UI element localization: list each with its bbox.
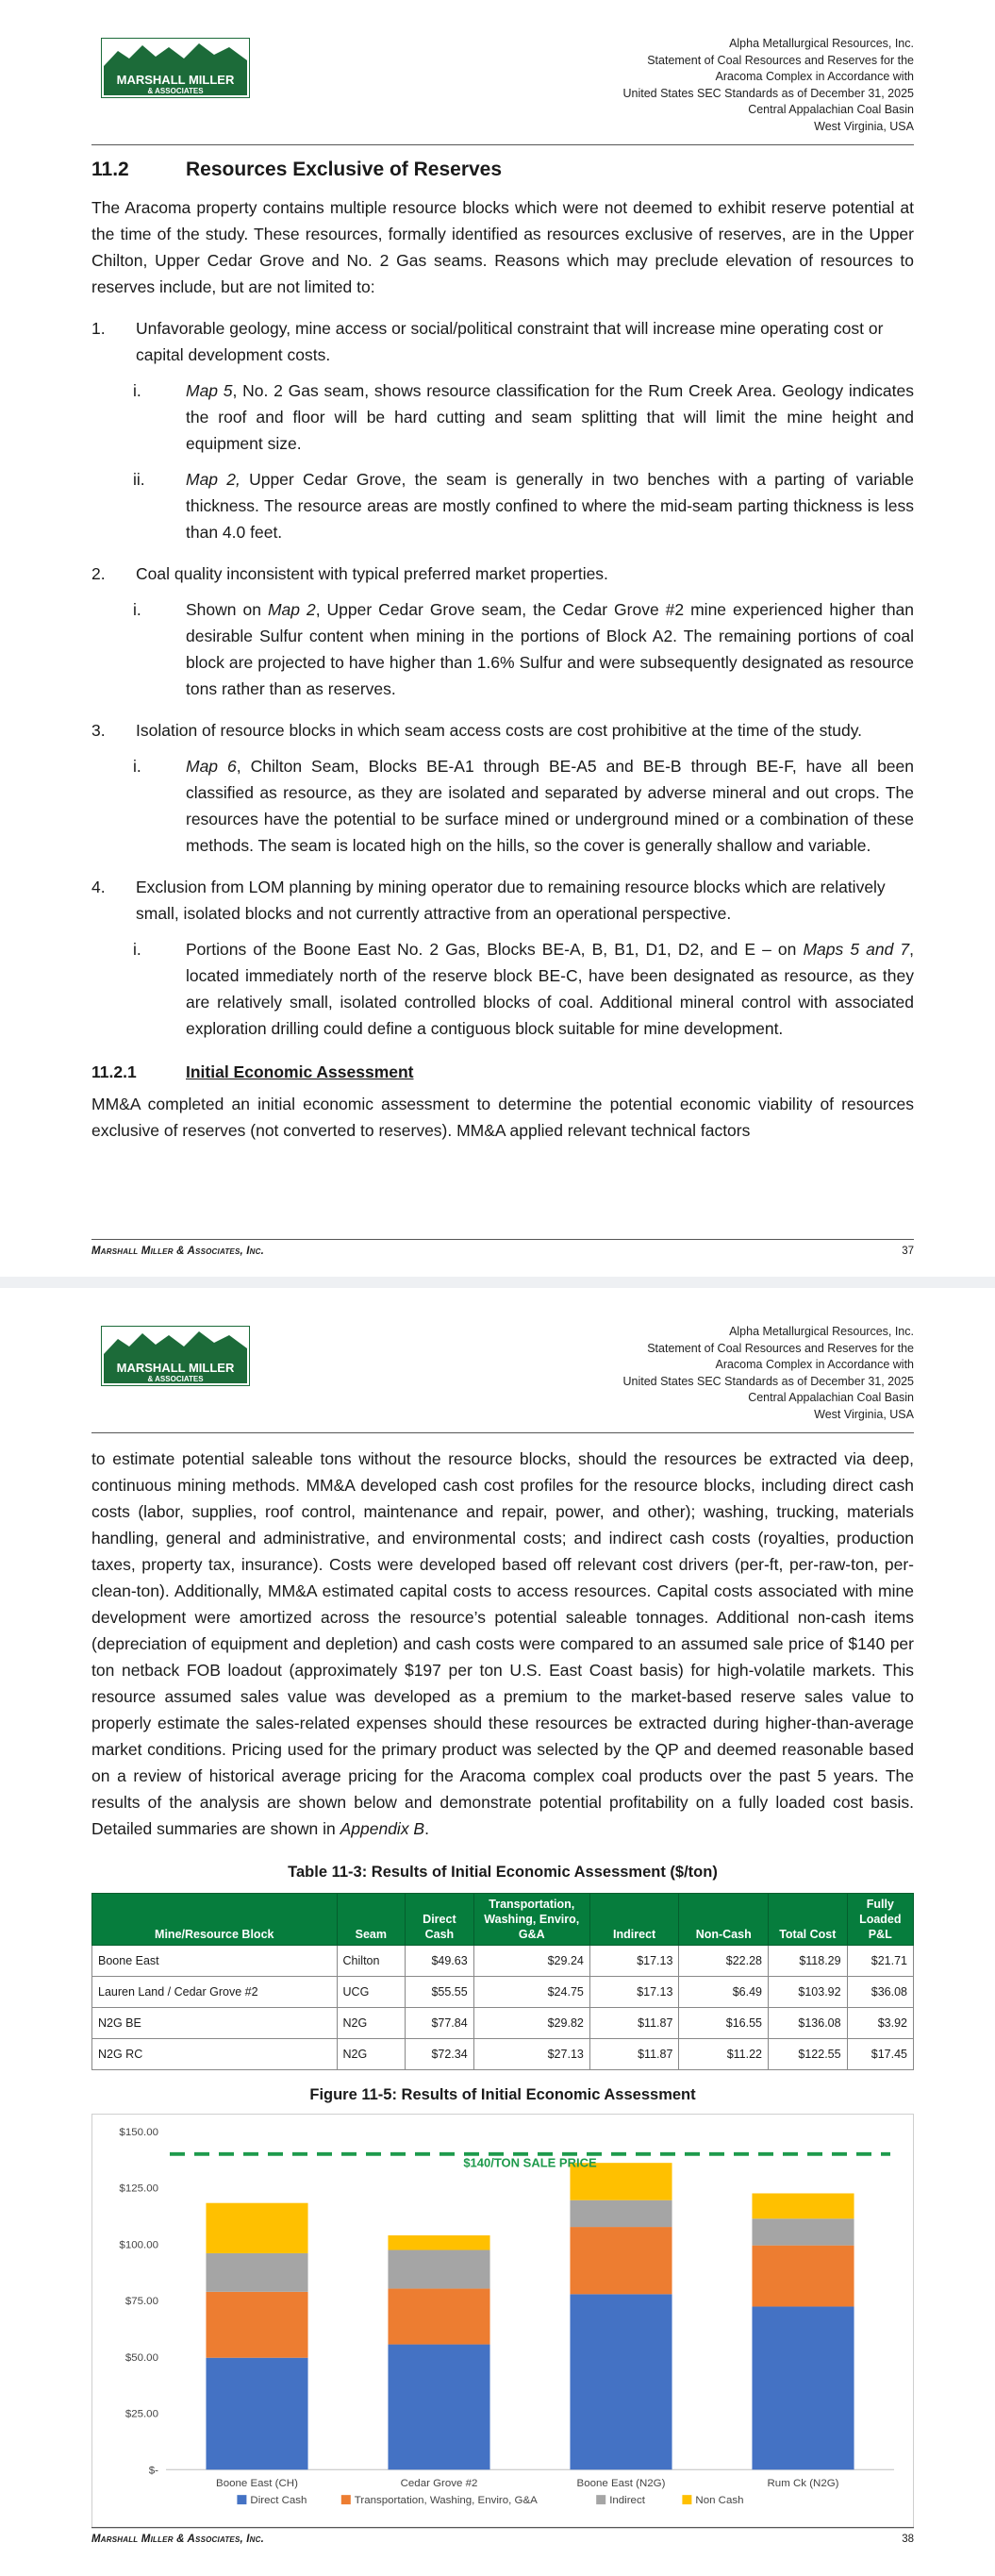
- subsection-title: Initial Economic Assessment: [186, 1062, 414, 1081]
- bar-segment-indirect: [752, 2218, 854, 2245]
- logo-text-bottom: & ASSOCIATES: [147, 1375, 204, 1383]
- sub-list-item: [91, 377, 914, 457]
- logo-text-top: MARSHALL MILLER: [116, 1361, 235, 1375]
- page-header: [518, 36, 914, 135]
- sub-list-text: , located immediately north of the reserve block BE-C, have been designated as resource, as they are relatively small, isolated controlled blocks of coal. Additional mineral control with associated exploration drilling could define a contiguous block suitable for mine development.: [186, 940, 915, 1038]
- sub-list-number: i.: [133, 600, 141, 619]
- bar-segment-direct-cash: [206, 2358, 307, 2470]
- subsection-number: 11.2.1: [91, 1062, 137, 1081]
- table-cell: N2G BE: [92, 2008, 338, 2039]
- table-cell: Lauren Land / Cedar Grove #2: [92, 1977, 338, 2008]
- page-number: 38: [902, 2534, 914, 2545]
- sub-list-text: , Chilton Seam, Blocks BE-A1 through BE-A5 and BE-B through BE-F, have all been classified as resource, as they are isolated and separated by adverse mineral and out crops. The resources have the potential to be surface mined or underground mined or a combination of these methods. The seam is located high on the hills, so the cover is generally shallow and variable.: [186, 757, 914, 855]
- legend-swatch: [341, 2495, 351, 2504]
- company-logo: [101, 1326, 250, 1386]
- header-rule: [91, 1432, 914, 1433]
- section-intro: The Aracoma property contains multiple resource blocks which were not deemed to exhibit reserve potential at the time of the study. These resources, formally identified as resources exclusive of reserves, are in the Upper Chilton, Upper Cedar Grove and No. 2 Gas seams. Reasons which may preclude elevation of resources to reserves include, but are not limited to:: [91, 198, 914, 296]
- footer-rule: [91, 1239, 914, 1240]
- table-cell: $103.92: [769, 1977, 848, 2008]
- subsection-paragraph: [91, 1446, 914, 1842]
- sub-list-text: , No. 2 Gas seam, shows resource classification for the Rum Creek Area. Geology indicates the roof and floor will be hard cutting and seam splitting that will limit the mine height and equipment size.: [186, 381, 914, 453]
- legend-swatch: [596, 2495, 605, 2504]
- table-cell: $118.29: [769, 1946, 848, 1977]
- sub-list-item: [91, 596, 914, 702]
- list-number: 1.: [91, 319, 106, 338]
- x-tick-label: Boone East (N2G): [576, 2478, 666, 2490]
- table-cell: $22.28: [679, 1946, 769, 1977]
- x-tick-label: Boone East (CH): [216, 2478, 298, 2490]
- legend-label: Indirect: [609, 2495, 645, 2507]
- page-38-body: [91, 1446, 914, 2529]
- y-tick-label: $25.00: [124, 2408, 158, 2420]
- appendix-reference: Appendix B: [340, 1819, 425, 1838]
- stacked-bar-chart: [92, 2115, 913, 2528]
- bar-segment-non-cash: [752, 2193, 854, 2218]
- column-header: Total Cost: [769, 1894, 848, 1946]
- bar-segment-direct-cash: [752, 2306, 854, 2469]
- bar-segment-transportation-washing-enviro-g-a: [388, 2288, 489, 2344]
- paragraph-end: .: [424, 1819, 429, 1838]
- table-cell: $16.55: [679, 2008, 769, 2039]
- table-caption: Table 11-3: Results of Initial Economic Assessment ($/ton): [288, 1864, 718, 1881]
- table-cell: Boone East: [92, 1946, 338, 1977]
- table-header-row: [92, 1894, 914, 1946]
- page-38: [0, 1288, 995, 2576]
- sub-list-item: [91, 936, 914, 1042]
- table-cell: $11.87: [589, 2008, 679, 2039]
- map-reference: Maps 5 and 7: [803, 940, 910, 959]
- table-cell: $29.24: [473, 1946, 589, 1977]
- column-header: Non-Cash: [679, 1894, 769, 1946]
- sub-list-number: i.: [133, 757, 141, 776]
- x-tick-label: Rum Ck (N2G): [767, 2478, 839, 2490]
- list-text: Isolation of resource blocks in which seam access costs are cost prohibitive at the time of the study.: [136, 721, 863, 740]
- footer-rule: [91, 2527, 914, 2528]
- sale-price-label: $140/TON SALE PRICE: [463, 2155, 597, 2170]
- table-cell: N2G RC: [92, 2039, 338, 2070]
- chart-frame: [91, 2114, 914, 2529]
- table-row: [92, 1946, 914, 1977]
- subsection-heading: [91, 1059, 914, 1085]
- sub-list-text: Upper Cedar Grove, the seam is generally in two benches with a parting of variable thickness. The resource areas are mostly confined to where the mid-seam parting thickness is less than 4.0 feet.: [186, 470, 914, 542]
- list-text: Exclusion from LOM planning by mining operator due to remaining resource blocks which are relatively small, isolated blocks and not currently attractive from an operational perspective.: [136, 878, 886, 923]
- legend-label: Non Cash: [695, 2495, 744, 2507]
- bar-segment-transportation-washing-enviro-g-a: [752, 2246, 854, 2307]
- list-item: [91, 315, 914, 368]
- header-line: West Virginia, USA: [814, 119, 914, 133]
- header-line: Central Appalachian Coal Basin: [748, 103, 914, 116]
- header-line: Statement of Coal Resources and Reserves for the: [647, 53, 914, 67]
- logo-text-top: MARSHALL MILLER: [116, 73, 235, 87]
- y-tick-label: $100.00: [119, 2239, 158, 2251]
- map-reference: Map 5: [186, 381, 233, 400]
- table-cell: $27.13: [473, 2039, 589, 2070]
- table-cell: Chilton: [337, 1946, 406, 1977]
- table-cell: $11.22: [679, 2039, 769, 2070]
- subsection-paragraph: MM&A completed an initial economic assessment to determine the potential economic viability of resources exclusive of reserves (not converted to reserves). MM&A applied relevant technical factors: [91, 1095, 914, 1140]
- x-tick-label: Cedar Grove #2: [400, 2478, 478, 2490]
- header-line: Statement of Coal Resources and Reserves for the: [647, 1341, 914, 1355]
- bar-segment-indirect: [206, 2253, 307, 2292]
- page-37-body: [91, 157, 914, 1144]
- table-row: [92, 1977, 914, 2008]
- y-tick-label: $150.00: [119, 2126, 158, 2138]
- legend-label: Transportation, Washing, Enviro, G&A: [354, 2495, 538, 2507]
- figure-caption: Figure 11-5: Results of Initial Economic Assessment: [309, 2086, 696, 2103]
- column-header: Mine/Resource Block: [92, 1894, 338, 1946]
- sub-list-number: i.: [133, 940, 141, 959]
- table-cell: $122.55: [769, 2039, 848, 2070]
- table-cell: $21.71: [847, 1946, 913, 1977]
- list-text: Coal quality inconsistent with typical preferred market properties.: [136, 564, 608, 583]
- table-cell: UCG: [337, 1977, 406, 2008]
- map-reference: Map 2,: [186, 470, 240, 489]
- table-cell: $29.82: [473, 2008, 589, 2039]
- bar-segment-transportation-washing-enviro-g-a: [570, 2227, 672, 2294]
- table-cell: $77.84: [406, 2008, 474, 2039]
- bar-segment-non-cash: [206, 2203, 307, 2253]
- sub-list-number: ii.: [133, 470, 145, 489]
- header-line: Alpha Metallurgical Resources, Inc.: [729, 37, 914, 50]
- header-line: United States SEC Standards as of December 31, 2025: [622, 1374, 914, 1388]
- header-line: Aracoma Complex in Accordance with: [715, 70, 914, 83]
- table-cell: $136.08: [769, 2008, 848, 2039]
- sub-list-text: , Upper Cedar Grove seam, the Cedar Grove #2 mine experienced higher than desirable Sulfur content when mining in the portions of Block A2. The remaining portions of coal block are projected to have higher than 1.6% Sulfur and were subsequently designated as resource tons rather than as reserves.: [186, 600, 915, 698]
- table-cell: $3.92: [847, 2008, 913, 2039]
- page-header: [518, 1324, 914, 1423]
- table-cell: $17.13: [589, 1946, 679, 1977]
- table-cell: N2G: [337, 2008, 406, 2039]
- table-cell: $11.87: [589, 2039, 679, 2070]
- sub-list-number: i.: [133, 381, 141, 400]
- page-number: 37: [902, 1246, 914, 1257]
- y-tick-label: $75.00: [124, 2296, 158, 2308]
- header-line: Alpha Metallurgical Resources, Inc.: [729, 1325, 914, 1338]
- table-cell: $17.13: [589, 1977, 679, 2008]
- bar-segment-indirect: [388, 2250, 489, 2289]
- y-tick-label: $50.00: [124, 2351, 158, 2364]
- table-cell: $6.49: [679, 1977, 769, 2008]
- page-footer: [91, 1246, 914, 1257]
- footer-company: Marshall Miller & Associates, Inc.: [91, 2534, 265, 2545]
- bar-segment-direct-cash: [388, 2345, 489, 2470]
- sub-list-item: [91, 753, 914, 859]
- list-number: 4.: [91, 878, 106, 896]
- bar-segment-non-cash: [388, 2235, 489, 2250]
- column-header: Seam: [337, 1894, 406, 1946]
- header-line: Aracoma Complex in Accordance with: [715, 1358, 914, 1371]
- bar-segment-direct-cash: [570, 2294, 672, 2469]
- y-tick-label: $-: [148, 2465, 158, 2477]
- section-heading: [91, 157, 914, 183]
- logo-text-bottom: & ASSOCIATES: [147, 87, 204, 95]
- bar-segment-indirect: [570, 2200, 672, 2227]
- y-tick-label: $125.00: [119, 2183, 158, 2195]
- section-title: Resources Exclusive of Reserves: [186, 159, 503, 180]
- page-footer: [91, 2534, 914, 2545]
- results-table: [91, 1893, 914, 2070]
- legend-swatch: [682, 2495, 691, 2504]
- header-line: United States SEC Standards as of December 31, 2025: [622, 86, 914, 100]
- column-header: Indirect: [589, 1894, 679, 1946]
- column-header: Transportation, Washing, Enviro, G&A: [473, 1894, 589, 1946]
- map-reference: Map 6: [186, 757, 237, 776]
- footer-company: Marshall Miller & Associates, Inc.: [91, 1246, 265, 1257]
- header-line: West Virginia, USA: [814, 1407, 914, 1421]
- table-cell: N2G: [337, 2039, 406, 2070]
- table-cell: $49.63: [406, 1946, 474, 1977]
- list-number: 2.: [91, 564, 106, 583]
- sub-list-item: [91, 466, 914, 545]
- company-logo: [101, 38, 250, 98]
- column-header: Direct Cash: [406, 1894, 474, 1946]
- table-cell: $24.75: [473, 1977, 589, 2008]
- legend-swatch: [237, 2495, 246, 2504]
- table-row: [92, 2039, 914, 2070]
- column-header: Fully Loaded P&L: [847, 1894, 913, 1946]
- legend-label: Direct Cash: [250, 2495, 307, 2507]
- sub-list-prefix: Shown on: [186, 600, 268, 619]
- paragraph-text: to estimate potential saleable tons without the resource blocks, should the resources be extracted via deep, continuous mining methods. MM&A developed cash cost profiles for the resource blocks, including direct cash costs (labor, supplies, roof control, maintenance and repair, power, and other); washing, trucking, materials handling, general and administrative, and environmental costs; and indirect cash costs (royalties, production taxes, property tax, insurance). Costs were developed based off relevant cost drivers (per-ft, per-raw-ton, per-clean-ton). Additionally, MM&A estimated capital costs to access resources. Capital costs associated with mine development were amortized across the resource’s potential saleable tonnages. Additional non-cash items (depreciation of equipment and depletion) and cash costs were compared to an assumed sale price of $140 per ton netback FOB loadout (approximately $197 per ton U.S. East Coast basis) for high-volatile markets. This resource assumed sales value was developed as a premium to the market-based reserve sales value to properly estimate the sales-related expenses should these resources be extracted during higher-than-average market conditions. Pricing used for the primary product was selected by the QP and deemed reasonable based on a review of historical average pricing for the Aracoma complex coal products over the past 5 years. The results of the analysis are shown below and demonstrate potential profitability on a fully loaded cost basis. Detailed summaries are shown in: [91, 1449, 914, 1838]
- section-number: 11.2: [91, 159, 129, 180]
- list-item: [91, 874, 914, 927]
- table-cell: $72.34: [406, 2039, 474, 2070]
- list-number: 3.: [91, 721, 106, 740]
- list-item: [91, 717, 914, 744]
- table-row: [92, 2008, 914, 2039]
- table-cell: $17.45: [847, 2039, 913, 2070]
- list-text: Unfavorable geology, mine access or social/political constraint that will increase mine operating cost or capital development costs.: [136, 319, 884, 364]
- sub-list-prefix: Portions of the Boone East No. 2 Gas, Blocks BE-A, B, B1, D1, D2, and E – on: [186, 940, 804, 959]
- table-cell: $36.08: [847, 1977, 913, 2008]
- header-line: Central Appalachian Coal Basin: [748, 1391, 914, 1404]
- table-cell: $55.55: [406, 1977, 474, 2008]
- map-reference: Map 2: [267, 600, 316, 619]
- header-rule: [91, 144, 914, 145]
- bar-segment-transportation-washing-enviro-g-a: [206, 2292, 307, 2358]
- list-item: [91, 560, 914, 587]
